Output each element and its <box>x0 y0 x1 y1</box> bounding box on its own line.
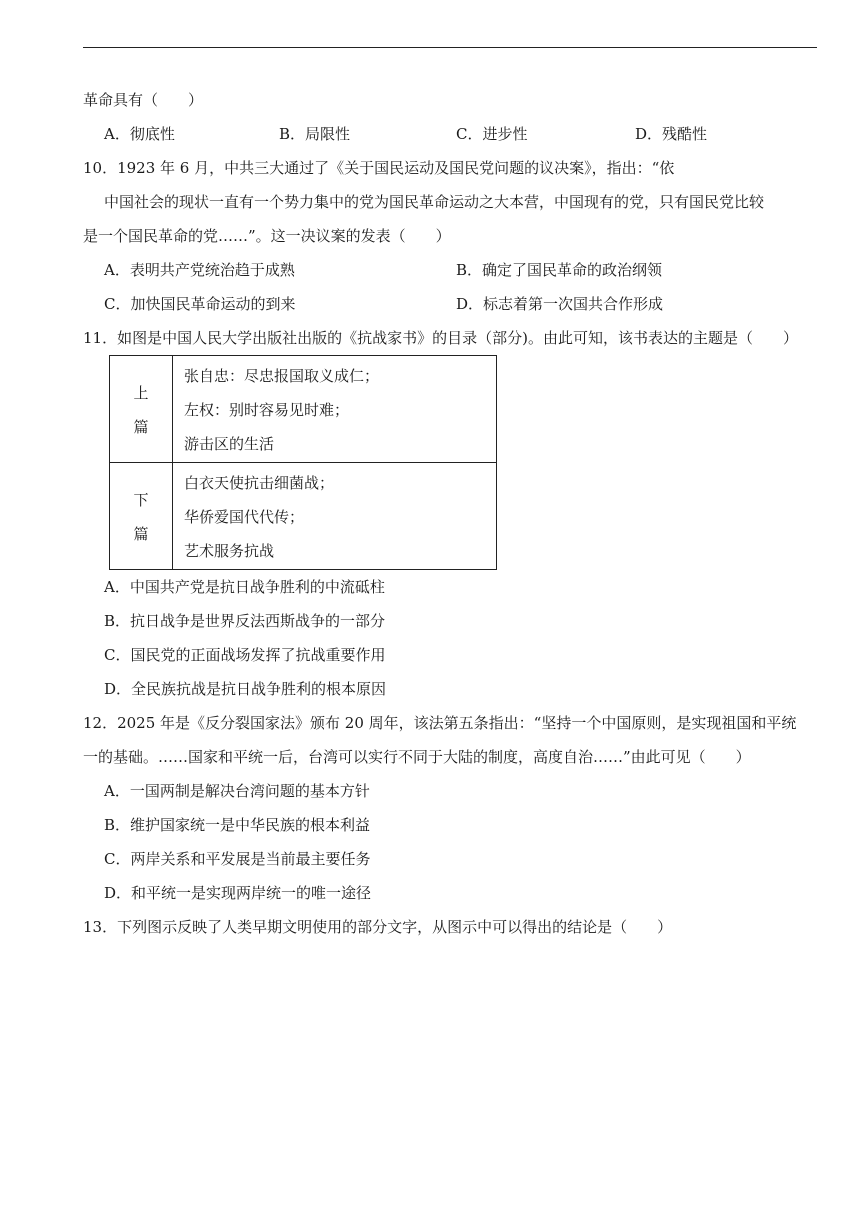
q10-option-d[interactable]: D．标志着第一次国共合作形成 <box>456 295 664 313</box>
q11-option-b[interactable]: B．抗日战争是世界反法西斯战争的一部分 <box>104 612 386 630</box>
q9-option-d[interactable]: D．残酷性 <box>635 125 708 143</box>
toc-lower-entries <box>173 463 497 570</box>
toc-upper-entries <box>173 356 497 463</box>
toc-lower-label-char1: 下 <box>133 491 149 509</box>
q12-option-c[interactable]: C．两岸关系和平发展是当前最主要任务 <box>104 850 371 868</box>
q10-option-b[interactable]: B．确定了国民革命的政治纲领 <box>456 261 663 279</box>
q10-stem-line1: 10．1923 年 6 月，中共三大通过了《关于国民运动及国民党问题的议决案》，指出：“依 <box>83 159 675 177</box>
q9-option-a[interactable]: A．彻底性 <box>104 125 175 143</box>
q10-stem-line2: 中国社会的现状一直有一个势力集中的党为国民革命运动之大本营，中国现有的党，只有国民党比较 <box>104 193 765 211</box>
q13-stem: 13．下列图示反映了人类早期文明使用的部分文字，从图示中可以得出的结论是（ ） <box>83 918 673 936</box>
toc-upper-label-char2: 篇 <box>133 418 149 436</box>
q11-option-c[interactable]: C．国民党的正面战场发挥了抗战重要作用 <box>104 646 386 664</box>
q9-option-b[interactable]: B．局限性 <box>279 125 351 143</box>
q10-option-c[interactable]: C．加快国民革命运动的到来 <box>104 295 296 313</box>
q10-option-a[interactable]: A．表明共产党统治趋于成熟 <box>104 261 295 279</box>
q11-option-a[interactable]: A．中国共产党是抗日战争胜利的中流砥柱 <box>104 578 385 596</box>
q11-toc-table <box>109 355 497 570</box>
q11-option-d[interactable]: D．全民族抗战是抗日战争胜利的根本原因 <box>104 680 387 698</box>
q12-option-b[interactable]: B．维护国家统一是中华民族的根本利益 <box>104 816 371 834</box>
toc-entry: 白衣天使抗击细菌战； <box>184 474 335 492</box>
q12-stem-line1: 12．2025 年是《反分裂国家法》颁布 20 周年，该法第五条指出：“坚持一个中国原则，是实现祖国和平统 <box>83 714 797 732</box>
q10-stem-line3: 是一个国民革命的党……”。这一决议案的发表（ ） <box>83 227 451 245</box>
toc-upper-label <box>110 356 173 463</box>
q11-stem: 11．如图是中国人民大学出版社出版的《抗战家书》的目录（部分)。由此可知，该书表达的主题是（ ） <box>83 329 798 347</box>
toc-entry: 游击区的生活 <box>184 435 275 453</box>
q12-stem-line2: 一的基础。……国家和平统一后，台湾可以实行不同于大陆的制度，高度自治……”由此可见（ ） <box>83 748 751 766</box>
toc-entry: 华侨爱国代代传； <box>184 508 305 526</box>
toc-entry: 左权：别时容易见时难； <box>184 401 350 419</box>
toc-lower-label <box>110 463 173 570</box>
q9-tail: 革命具有（ ） <box>83 91 204 109</box>
header-rule <box>83 47 817 48</box>
q12-option-d[interactable]: D．和平统一是实现两岸统一的唯一途径 <box>104 884 372 902</box>
toc-entry: 张自忠：尽忠报国取义成仁； <box>184 367 380 385</box>
toc-upper-label-char1: 上 <box>133 384 149 402</box>
q12-option-a[interactable]: A．一国两制是解决台湾问题的基本方针 <box>104 782 370 800</box>
q9-option-c[interactable]: C．进步性 <box>456 125 528 143</box>
toc-entry: 艺术服务抗战 <box>184 542 275 560</box>
toc-lower-label-char2: 篇 <box>133 525 149 543</box>
